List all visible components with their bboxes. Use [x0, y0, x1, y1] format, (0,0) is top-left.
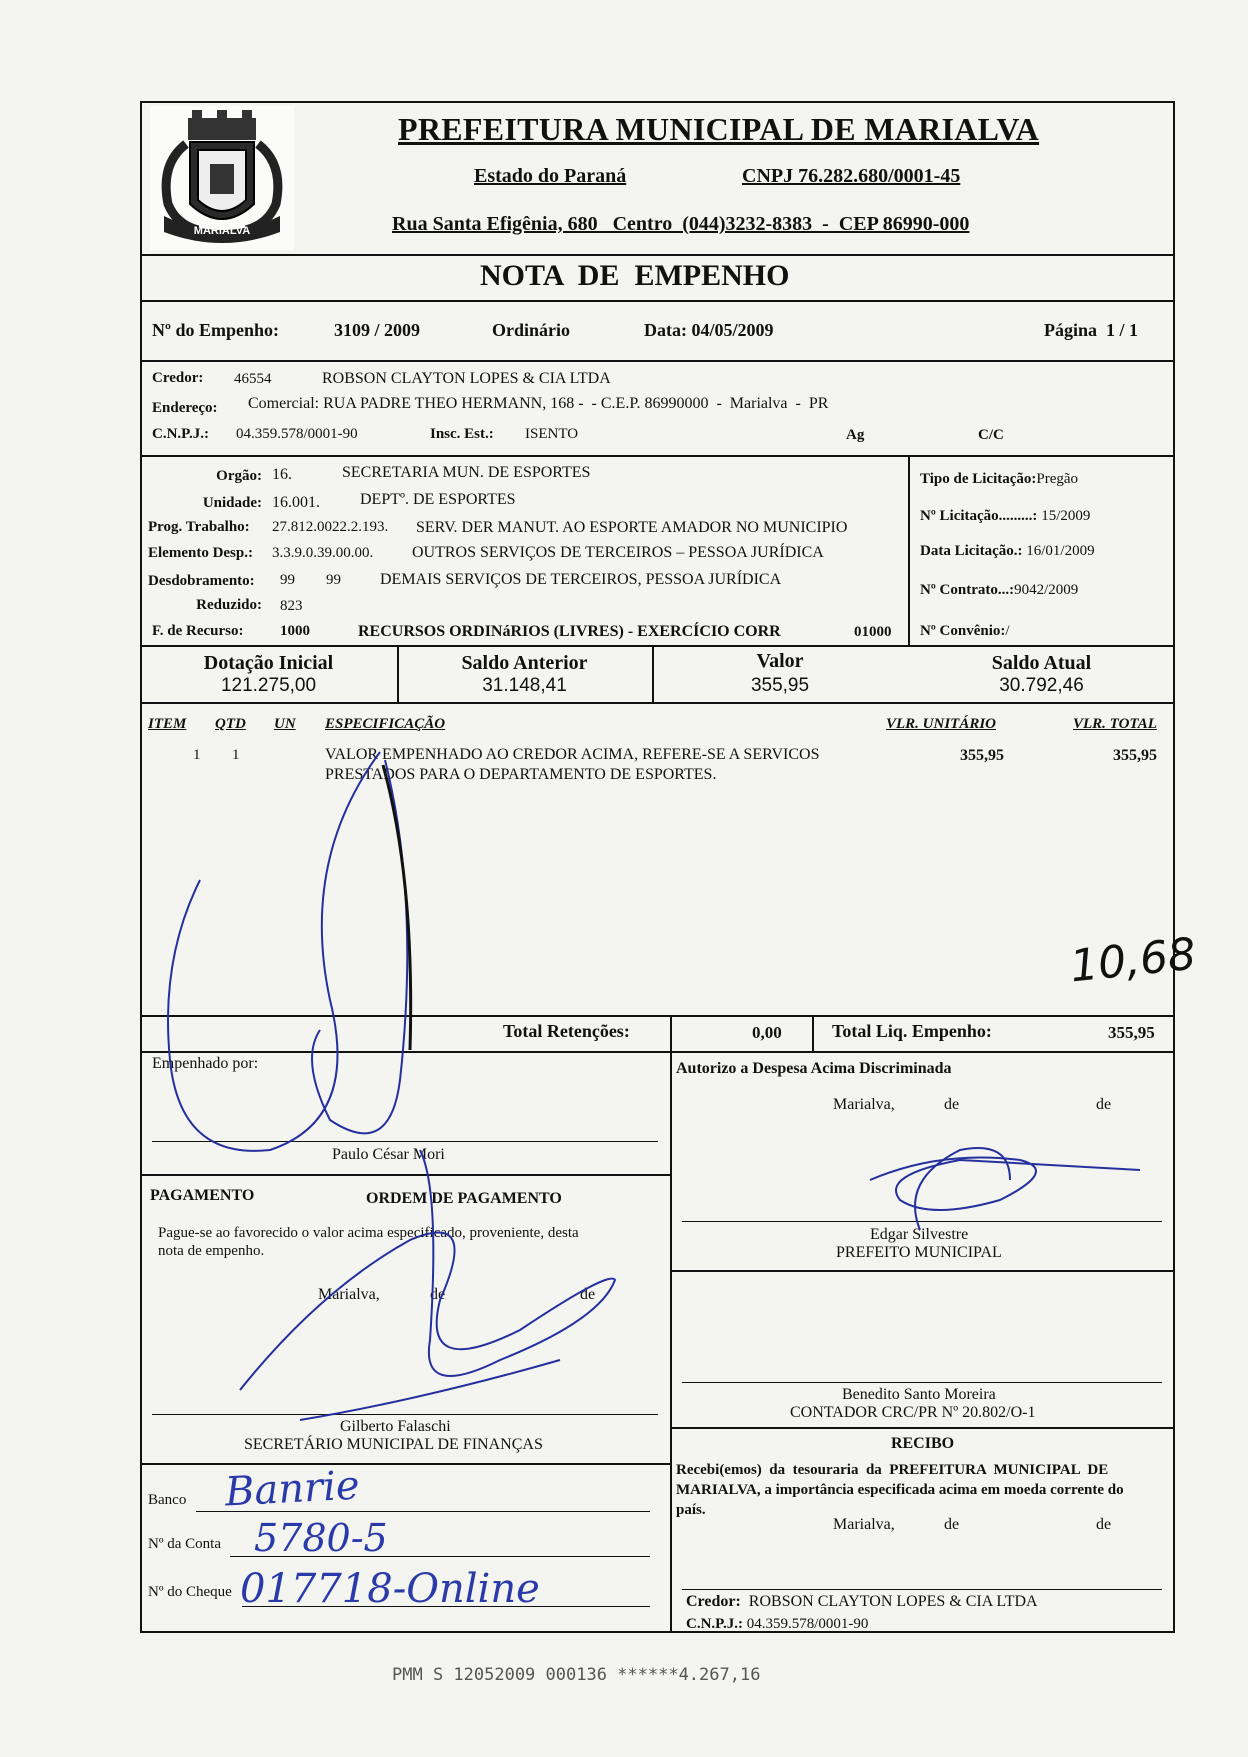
licitacao-data [920, 543, 1095, 560]
autorizo-de2: de [1096, 1096, 1112, 1113]
orgao-label: Orgão: [216, 468, 262, 484]
signature-line [682, 1589, 1162, 1590]
header-divider [140, 254, 1175, 256]
pagamento-de1: de [430, 1286, 446, 1303]
divider [670, 1427, 1175, 1429]
unidade-label: Unidade: [202, 495, 262, 511]
divider [140, 1051, 1175, 1053]
municipal-crest-logo [148, 104, 296, 252]
autorizo-de1: de [944, 1096, 960, 1113]
signature-line [682, 1221, 1162, 1222]
ag-label: Ag [846, 427, 865, 443]
credor-name: ROBSON CLAYTON LOPES & CIA LTDA [322, 370, 611, 387]
elemento-code: 3.3.9.0.39.00.00. [272, 545, 374, 561]
pagamento-city: Marialva, [318, 1286, 380, 1303]
empenho-number: 3109 / 2009 [334, 320, 421, 340]
prog-name: SERV. DER MANUT. AO ESPORTE AMADOR NO MUNICIPIO [416, 519, 848, 536]
recibo-credor [686, 1593, 1038, 1611]
desdobramento-name: DEMAIS SERVIÇOS DE TERCEIROS, PESSOA JURÍDICA [380, 571, 782, 588]
convenio-value: / [1005, 623, 1010, 639]
empenhado-label: Empenhado por: [152, 1055, 259, 1072]
licitacao-tipo-label: Tipo de Licitação: [920, 471, 1037, 487]
handwritten-note: 10,68 [1067, 928, 1199, 993]
prog-code: 27.812.0022.2.193. [272, 519, 389, 535]
desdobramento-code2: 99 [326, 572, 341, 588]
conta-label: Nº da Conta [148, 1536, 221, 1552]
licitacao-data-label: Data Licitação.: [920, 543, 1023, 559]
insc-label: Insc. Est.: [430, 426, 494, 442]
reduzido-value: 823 [280, 598, 303, 614]
licitacao-num [920, 508, 1090, 525]
saldo-atual-label: Saldo Atual [991, 652, 1092, 674]
recibo-credor-label: Credor: [686, 1593, 741, 1610]
elemento-label: Elemento Desp.: [148, 545, 253, 561]
recibo-cnpj-value: 04.359.578/0001-90 [746, 1616, 869, 1632]
banco-label: Banco [148, 1492, 187, 1508]
divider [670, 1015, 672, 1051]
autorizo-role: PREFEITO MUNICIPAL [836, 1244, 1002, 1261]
row-vlr-unitario: 355,95 [960, 747, 1004, 764]
header-address: Rua Santa Efigênia, 680 Centro (044)3232-8383 - CEP 86990-000 [392, 213, 970, 235]
unidade-name: DEPTº. DE ESPORTES [360, 491, 516, 508]
licitacao-num-value: 15/2009 [1041, 508, 1091, 524]
pagamento-text-line1: Pague-se ao favorecido o valor acima especificado, proveniente, desta [158, 1225, 579, 1241]
saldo-atual-value: 30.792,46 [999, 675, 1084, 696]
divider [140, 1463, 670, 1465]
col-vlr-total: VLR. TOTAL [1073, 716, 1157, 732]
valor-value: 355,95 [750, 675, 810, 696]
col-vlr-unitario: VLR. UNITÁRIO [886, 716, 997, 732]
recibo-text-line1: Recebi(emos) da tesouraria da PREFEITURA MUNICIPAL DE [676, 1462, 1109, 1478]
reduzido-label: Reduzido: [196, 597, 262, 613]
ordem-pagamento-label: ORDEM DE PAGAMENTO [366, 1190, 562, 1207]
contador-signer: Benedito Santo Moreira [842, 1386, 996, 1403]
autorizo-signer: Edgar Silvestre [870, 1226, 969, 1243]
endereco: Comercial: RUA PADRE THEO HERMANN, 168 - - C.E.P. 86990000 - Marialva - PR [248, 395, 829, 412]
credor-label: Credor: [152, 370, 204, 386]
recibo-cnpj-label: C.N.P.J.: [686, 1616, 743, 1632]
dotacao-label: Dotação Inicial [203, 652, 334, 674]
contrato-value: 9042/2009 [1014, 582, 1079, 598]
pagamento-de2: de [580, 1286, 596, 1303]
header-cnpj: CNPJ 76.282.680/0001-45 [742, 165, 961, 187]
title-divider [140, 300, 1175, 302]
divider [140, 1015, 1175, 1017]
unidade-code: 16.001. [272, 494, 320, 511]
convenio-label: Nº Convênio: [920, 623, 1006, 639]
signature-line [152, 1141, 658, 1142]
empenho-date: Data: 04/05/2009 [644, 320, 774, 340]
licitacao-num-label: Nº Licitação.........: [920, 508, 1038, 524]
conta-handwritten: 5780-5 [254, 1516, 388, 1560]
orgao-code: 16. [272, 466, 292, 483]
licitacao-tipo-value: Pregão [1036, 471, 1079, 487]
endereco-label: Endereço: [152, 400, 218, 416]
retencoes-value: 0,00 [752, 1023, 782, 1042]
cnpj-label: C.N.P.J.: [152, 426, 209, 442]
recibo-de2: de [1096, 1516, 1112, 1533]
pagamento-role: SECRETÁRIO MUNICIPAL DE FINANÇAS [244, 1436, 543, 1453]
autorizo-label: Autorizo a Despesa Acima Discriminada [676, 1060, 952, 1077]
contador-role: CONTADOR CRC/PR Nº 20.802/O-1 [790, 1404, 1036, 1421]
recurso-label: F. de Recurso: [152, 623, 244, 639]
cc-label: C/C [978, 427, 1004, 443]
row-vlr-total: 355,95 [1113, 747, 1157, 764]
empenho-type: Ordinário [492, 320, 571, 340]
elemento-name: OUTROS SERVIÇOS DE TERCEIROS – PESSOA JURÍDICA [412, 544, 824, 561]
bank-stamp: PMM S 12052009 000136 ******4.267,16 [392, 1665, 761, 1685]
pagamento-signer: Gilberto Falaschi [340, 1418, 451, 1435]
recibo-city: Marialva, [833, 1516, 895, 1533]
signature-line [682, 1382, 1162, 1383]
divider [812, 1015, 814, 1051]
divider [908, 455, 910, 645]
page-number: Página 1 / 1 [1044, 320, 1139, 340]
liquido-value: 355,95 [1108, 1023, 1155, 1042]
row-espec-line2: PRESTADOS PARA O DEPARTAMENTO DE ESPORTES. [325, 766, 717, 783]
recurso-code: 1000 [280, 623, 310, 639]
row-espec-line1: VALOR EMPENHADO AO CREDOR ACIMA, REFERE-SE A SERVICOS [325, 746, 820, 763]
empenho-number-label: Nº do Empenho: [152, 320, 279, 340]
insc-value: ISENTO [525, 426, 579, 442]
dotacao-value: 121.275,00 [220, 675, 317, 696]
contrato-label: Nº Contrato...: [920, 582, 1015, 598]
saldo-anterior-label: Saldo Anterior [461, 652, 588, 674]
divider [140, 702, 1175, 704]
liquido-label: Total Liq. Empenho: [832, 1021, 992, 1041]
cheque-label: Nº do Cheque [148, 1584, 232, 1600]
retencoes-label: Total Retenções: [503, 1021, 630, 1041]
desdobramento-label: Desdobramento: [148, 573, 255, 589]
svg-text:MARIALVA: MARIALVA [193, 225, 251, 237]
col-qtd: QTD [215, 716, 246, 732]
recibo-text-line3: país. [676, 1502, 706, 1518]
row-qtd: 1 [232, 747, 240, 763]
credor-code: 46554 [234, 371, 272, 387]
licitacao-convenio [920, 623, 1010, 640]
document-title: NOTA DE EMPENHO [480, 259, 790, 292]
signature-line [152, 1414, 658, 1415]
recibo-de1: de [944, 1516, 960, 1533]
recibo-cnpj [686, 1616, 868, 1633]
licitacao-tipo [920, 471, 1078, 488]
recibo-credor-name: ROBSON CLAYTON LOPES & CIA LTDA [748, 1593, 1038, 1610]
col-item: ITEM [148, 716, 187, 732]
orgao-name: SECRETARIA MUN. DE ESPORTES [342, 464, 591, 481]
col-especificacao: ESPECIFICAÇÃO [325, 716, 446, 732]
licitacao-data-value: 16/01/2009 [1026, 543, 1095, 559]
page-title: PREFEITURA MUNICIPAL DE MARIALVA [398, 111, 1040, 147]
pagamento-text-line2: nota de empenho. [158, 1243, 265, 1259]
desdobramento-code1: 99 [280, 572, 295, 588]
divider [140, 645, 1175, 647]
col-un: UN [274, 716, 296, 732]
recibo-title: RECIBO [890, 1435, 955, 1452]
divider [140, 1174, 670, 1176]
banco-handwritten: Banrie [223, 1462, 361, 1516]
recurso-name: RECURSOS ORDINáRIOS (LIVRES) - EXERCÍCIO CORR [358, 623, 781, 640]
recurso-code2: 01000 [854, 624, 892, 640]
divider [140, 455, 1175, 457]
row-item: 1 [193, 747, 201, 763]
pagamento-label: PAGAMENTO [150, 1187, 255, 1204]
estado: Estado do Paraná [474, 165, 627, 187]
prog-label: Prog. Trabalho: [148, 519, 250, 535]
divider [140, 360, 1175, 362]
empenhado-signer: Paulo César Mori [332, 1146, 445, 1163]
autorizo-city: Marialva, [833, 1096, 895, 1113]
cheque-handwritten: 017718-Online [240, 1566, 540, 1612]
divider [670, 1051, 672, 1633]
recibo-text-line2: MARIALVA, a importância especificada acima em moeda corrente do [676, 1482, 1124, 1498]
divider [670, 1270, 1175, 1272]
valor-label: Valor [756, 650, 804, 672]
saldo-anterior-value: 31.148,41 [482, 675, 567, 696]
licitacao-contrato [920, 582, 1078, 599]
credor-cnpj: 04.359.578/0001-90 [236, 426, 358, 442]
